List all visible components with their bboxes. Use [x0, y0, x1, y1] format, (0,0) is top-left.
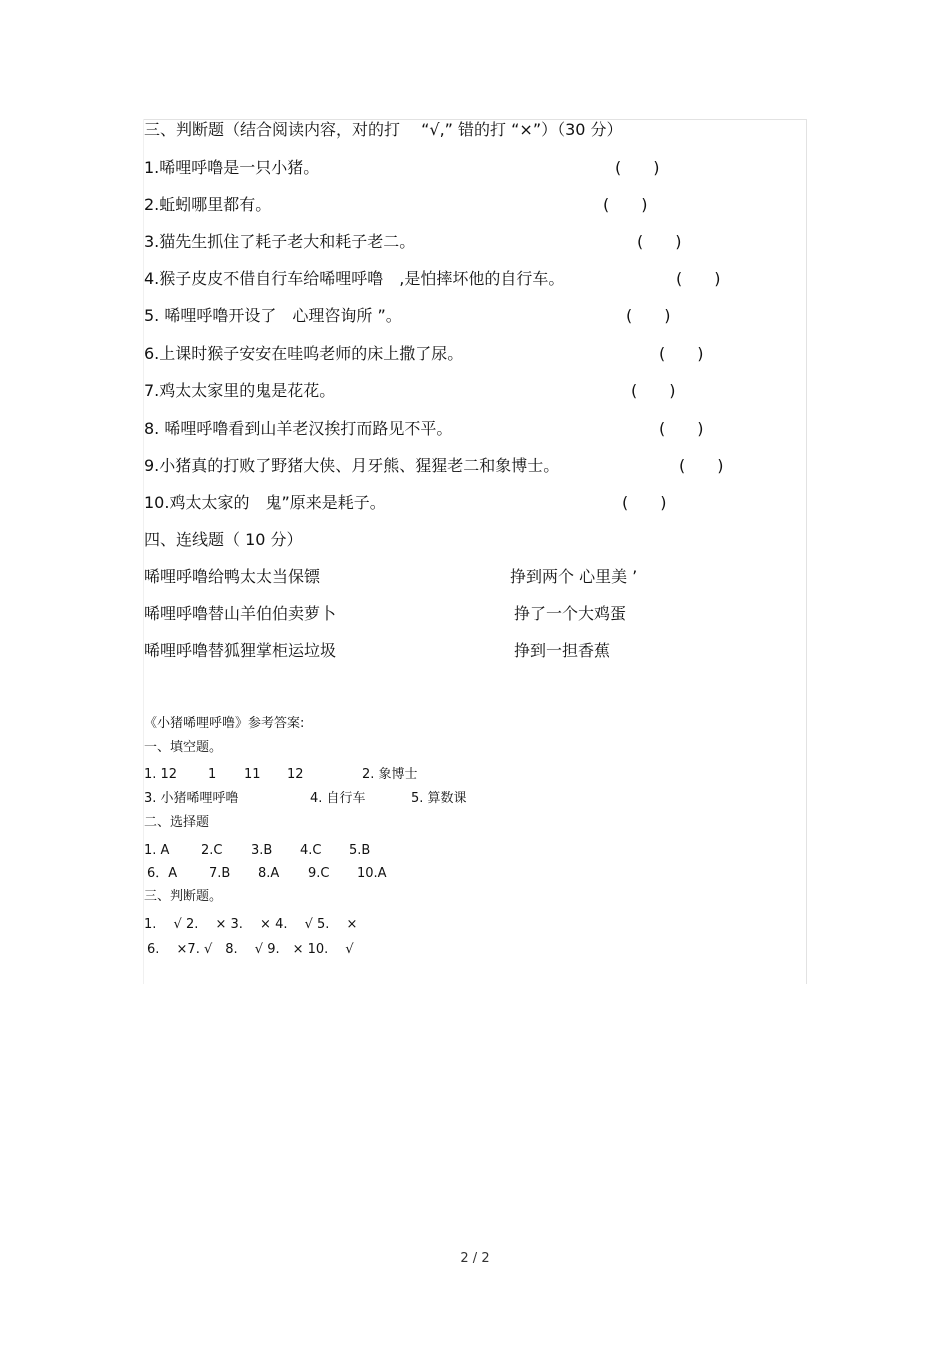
answers-fill-1: 1. 12 [144, 767, 178, 782]
answers-fill-2: 2. 象博士 [362, 767, 418, 782]
judge-item-10: 10.鸡太太家的 鬼”原来是耗子。 [144, 493, 386, 512]
answer-paren-3[interactable]: ( ) [637, 232, 682, 251]
answers-choice-9: 9.C [308, 866, 330, 881]
answers-fill-5: 5. 算数课 [411, 791, 467, 806]
answers-choice-5: 5.B [349, 843, 371, 858]
answers-judge-title: 三、判断题。 [144, 889, 223, 904]
answer-paren-7[interactable]: ( ) [631, 381, 676, 400]
answers-choice-7: 7.B [209, 866, 231, 881]
page-number: 2 / 2 [460, 1251, 490, 1266]
answers-choice-8: 8.A [258, 866, 280, 881]
answer-paren-5[interactable]: ( ) [626, 306, 671, 325]
match-right-1[interactable]: 挣到两个 心里美 ’ [510, 567, 638, 586]
answers-choice-1: 1. A [144, 843, 170, 858]
judge-item-7: 7.鸡太太家里的鬼是花花。 [144, 381, 336, 400]
match-right-3[interactable]: 挣到一担香蕉 [514, 641, 611, 660]
answer-paren-6[interactable]: ( ) [659, 344, 704, 363]
match-left-1[interactable]: 唏哩呼噜给鸭太太当保镖 [144, 567, 321, 586]
answers-choice-4: 4.C [300, 843, 322, 858]
answers-fill-title: 一、填空题。 [144, 740, 223, 755]
answers-judge-row-1: 1. √ 2. × 3. × 4. √ 5. × [144, 917, 358, 932]
answers-judge-row-2: 6. ×7. √ 8. √ 9. × 10. √ [147, 942, 354, 957]
answers-fill-1c: 11 [244, 767, 261, 782]
judge-item-2: 2.蚯蚓哪里都有。 [144, 195, 272, 214]
answers-choice-10: 10.A [357, 866, 387, 881]
answer-paren-10[interactable]: ( ) [622, 493, 667, 512]
answers-fill-1b: 1 [208, 767, 217, 782]
judge-item-9: 9.小猪真的打败了野猪大侠、月牙熊、猩猩老二和象博士。 [144, 456, 560, 475]
answers-choice-6: 6．A [147, 866, 178, 881]
judge-item-4: 4.猴子皮皮不借自行车给唏哩呼噜 ,是怕摔坏他的自行车。 [144, 269, 565, 288]
section-3-title: 三、判断题（结合阅读内容，对的打 “√,” 错的打 “×”）（30 分） [144, 120, 623, 139]
judge-item-5: 5. 唏哩呼噜开设了 心理咨询所 ”。 [144, 306, 402, 325]
judge-item-6: 6.上课时猴子安安在哇呜老师的床上撒了尿。 [144, 344, 464, 363]
answers-choice-2: 2.C [201, 843, 223, 858]
answers-fill-4: 4. 自行车 [310, 791, 366, 806]
match-left-3[interactable]: 唏哩呼噜替狐狸掌柜运垃圾 [144, 641, 337, 660]
answer-paren-4[interactable]: ( ) [676, 269, 721, 288]
answers-fill-1d: 12 [287, 767, 304, 782]
answer-paren-9[interactable]: ( ) [679, 456, 724, 475]
answer-paren-8[interactable]: ( ) [659, 419, 704, 438]
section-4-title: 四、连线题（ 10 分） [144, 530, 303, 549]
judge-item-3: 3.猫先生抓住了耗子老大和耗子老二。 [144, 232, 416, 251]
judge-item-1: 1.唏哩呼噜是一只小猪。 [144, 158, 320, 177]
answer-paren-2[interactable]: ( ) [603, 195, 648, 214]
answers-fill-3: 3. 小猪唏哩呼噜 [144, 791, 239, 806]
match-right-2[interactable]: 挣了一个大鸡蛋 [514, 604, 627, 623]
answers-title: 《小猪唏哩呼噜》参考答案: [144, 716, 305, 731]
judge-item-8: 8. 唏哩呼噜看到山羊老汉挨打而路见不平。 [144, 419, 453, 438]
answers-choice-title: 二、选择题 [144, 815, 210, 830]
frame-right-border [806, 119, 807, 984]
match-left-2[interactable]: 唏哩呼噜替山羊伯伯卖萝卜 [144, 604, 337, 623]
answers-choice-3: 3.B [251, 843, 273, 858]
answer-paren-1[interactable]: ( ) [615, 158, 660, 177]
